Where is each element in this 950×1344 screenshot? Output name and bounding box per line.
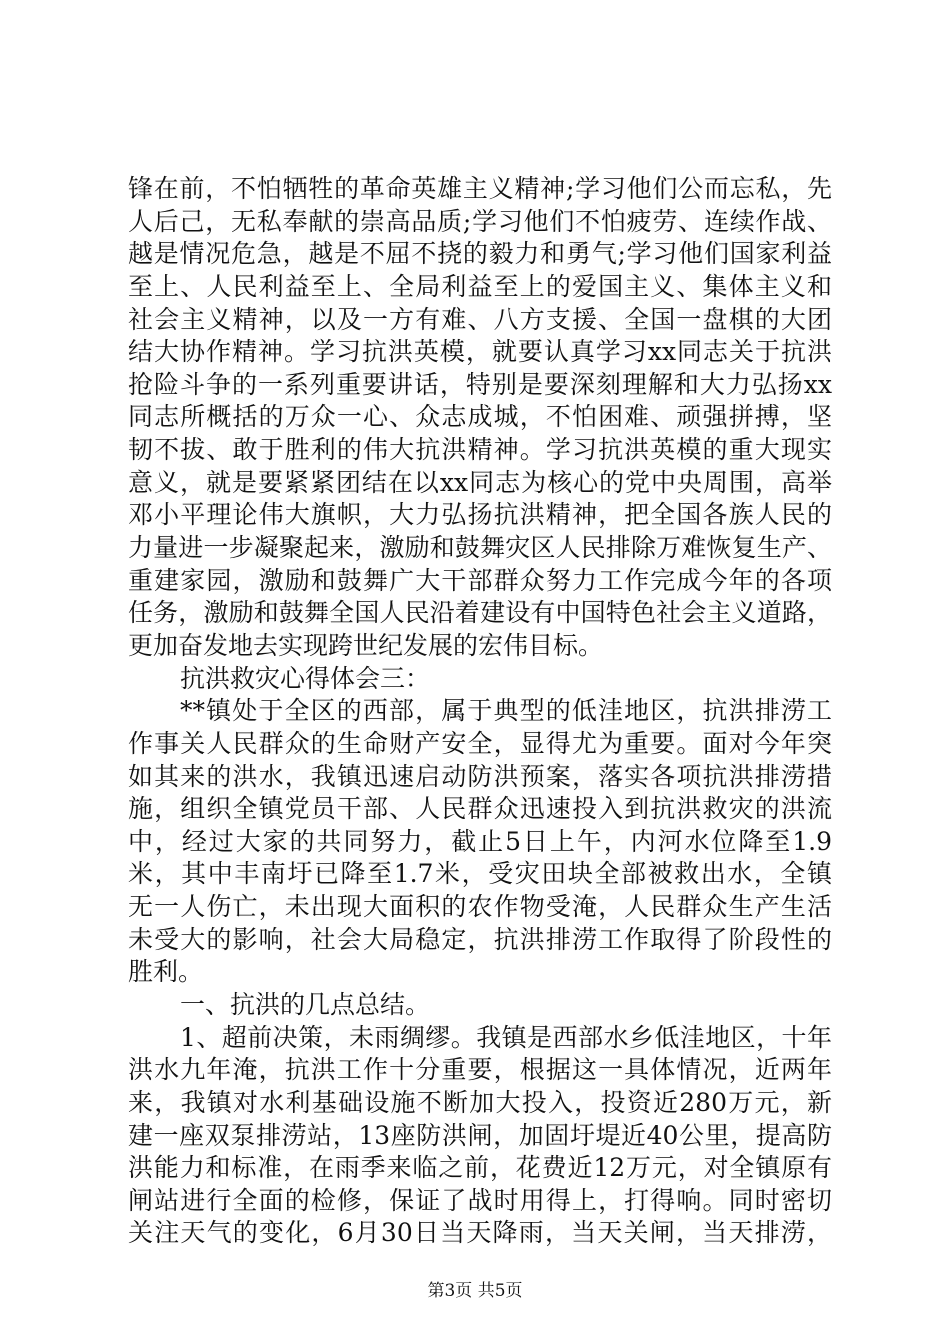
text-line: **镇处于全区的西部，属于典型的低洼地区，抗洪排涝工	[180, 696, 832, 726]
text-line: 未受大的影响，社会大局稳定，抗洪排涝工作取得了阶段性的	[128, 924, 832, 954]
text-line: 关注天气的变化，6月30日当天降雨，当天关闸，当天排涝，	[128, 1218, 832, 1248]
text-line: 锋在前，不怕牺牲的革命英雄主义精神;学习他们公而忘私，先	[128, 174, 832, 203]
text-line: 米，其中丰南圩已降至1.7米，受灾田块全部被救出水，全镇	[128, 859, 832, 889]
section-heading: 抗洪救灾心得体会三：	[180, 663, 431, 693]
text-line: 重建家园，激励和鼓舞广大干部群众努力工作完成今年的各项	[128, 565, 832, 595]
text-line: 邓小平理论伟大旗帜，大力弘扬抗洪精神，把全国各族人民的	[128, 500, 832, 530]
text-line: 洪水九年淹，抗洪工作十分重要，根据这一具体情况，近两年	[128, 1055, 832, 1085]
text-line: 抢险斗争的一系列重要讲话，特别是要深刻理解和大力弘扬xx	[128, 369, 832, 399]
text-line: 社会主义精神，以及一方有难、八方支援、全国一盘棋的大团	[128, 304, 832, 334]
text-line: 作事关人民群众的生命财产安全，显得尤为重要。面对今年突	[128, 728, 832, 758]
text-line: 更加奋发地去实现跨世纪发展的宏伟目标。	[128, 630, 604, 660]
text-line: 中，经过大家的共同努力，截止5日上午，内河水位降至1.9	[128, 826, 832, 856]
text-line: 意义，就是要紧紧团结在以xx同志为核心的党中央周围，高举	[128, 467, 832, 497]
text-line: 越是情况危急，越是不屈不挠的毅力和勇气;学习他们国家利益	[128, 239, 832, 269]
text-line: 同志所概括的万众一心、众志成城，不怕困难、顽强拼搏，坚	[128, 402, 832, 432]
section-heading: 一、抗洪的几点总结。	[180, 990, 431, 1019]
page-number-footer: 第3页 共5页	[427, 1281, 523, 1301]
text-line: 至上、人民利益至上、全局利益至上的爱国主义、集体主义和	[128, 271, 832, 301]
text-line: 结大协作精神。学习抗洪英模，就要认真学习xx同志关于抗洪	[128, 337, 832, 367]
text-line: 洪能力和标准，在雨季来临之前，花费近12万元，对全镇原有	[128, 1153, 832, 1183]
text-line: 来，我镇对水利基础设施不断加大投入，投资近280万元，新	[128, 1087, 832, 1117]
text-line: 胜利。	[128, 957, 204, 987]
text-line: 闸站进行全面的检修，保证了战时用得上，打得响。同时密切	[128, 1185, 832, 1215]
text-line: 力量进一步凝聚起来，激励和鼓舞灾区人民排除万难恢复生产、	[128, 533, 832, 563]
text-line: 1、超前决策，未雨绸缪。我镇是西部水乡低洼地区，十年	[180, 1022, 832, 1052]
text-line: 施，组织全镇党员干部、人民群众迅速投入到抗洪救灾的洪流	[128, 794, 832, 824]
text-line: 任务，激励和鼓舞全国人民沿着建设有中国特色社会主义道路，	[128, 598, 832, 628]
text-line: 韧不拔、敢于胜利的伟大抗洪精神。学习抗洪英模的重大现实	[128, 435, 832, 465]
text-line: 无一人伤亡，未出现大面积的农作物受淹，人民群众生产生活	[128, 892, 832, 922]
text-line: 人后己，无私奉献的崇高品质;学习他们不怕疲劳、连续作战、	[128, 206, 832, 236]
text-line: 如其来的洪水，我镇迅速启动防洪预案，落实各项抗洪排涝措	[128, 761, 832, 791]
text-line: 建一座双泵排涝站，13座防洪闸，加固圩堤近40公里，提高防	[128, 1120, 832, 1150]
